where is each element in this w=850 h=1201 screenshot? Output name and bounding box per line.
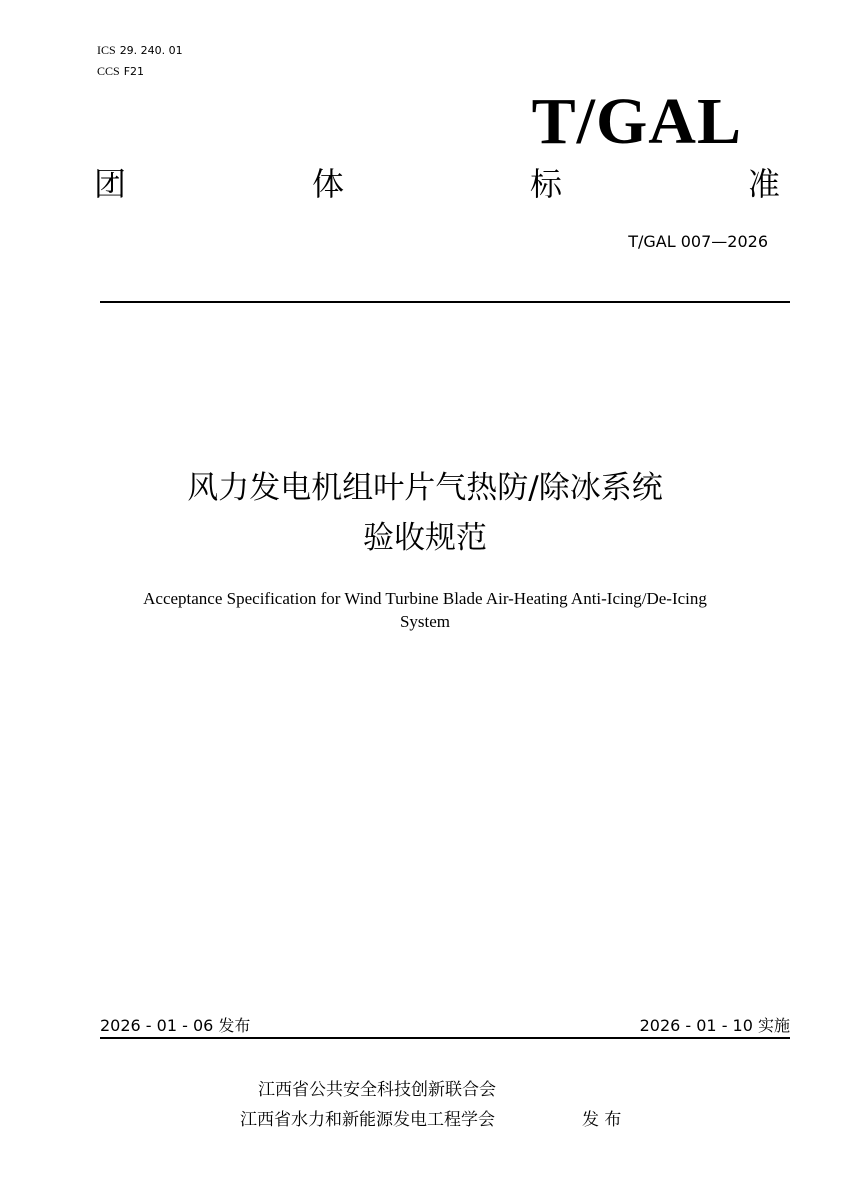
standard-type-char-1: 团 (94, 165, 127, 203)
title-en-line-2: System (399, 612, 451, 631)
ics-value: 29. 240. 01 (119, 44, 183, 57)
ics-code (97, 42, 183, 59)
ccs-code (97, 63, 144, 80)
title-en-line-1: Acceptance Specification for Wind Turbine Blade Air-Heating Anti-Icing/De-Icing (143, 589, 707, 608)
standard-number: T/GAL 007—2026 (628, 232, 768, 251)
issuer-action: 发 布 (582, 1110, 622, 1130)
issuer-org-2: 江西省水力和新能源发电工程学会 (240, 1110, 495, 1130)
publish-date: 2026 - 01 - 06 发布 (100, 1016, 251, 1035)
standard-type-char-2: 体 (312, 165, 345, 203)
implement-date: 2026 - 01 - 10 实施 (639, 1016, 790, 1035)
issuer-org-1: 江西省公共安全科技创新联合会 (258, 1080, 496, 1100)
standard-type-char-4: 准 (748, 165, 781, 203)
ccs-label: CCS (97, 64, 120, 78)
title-cn-line-1: 风力发电机组叶片气热防/除冰系统 (187, 470, 663, 506)
standard-type-char-3: 标 (530, 165, 563, 203)
top-divider (100, 301, 790, 303)
ccs-value: F21 (123, 65, 145, 78)
title-cn-line-2: 验收规范 (363, 520, 487, 556)
bottom-divider (100, 1037, 790, 1039)
standard-brand-logo: T/GAL (531, 85, 742, 158)
ics-label: ICS (97, 43, 116, 57)
